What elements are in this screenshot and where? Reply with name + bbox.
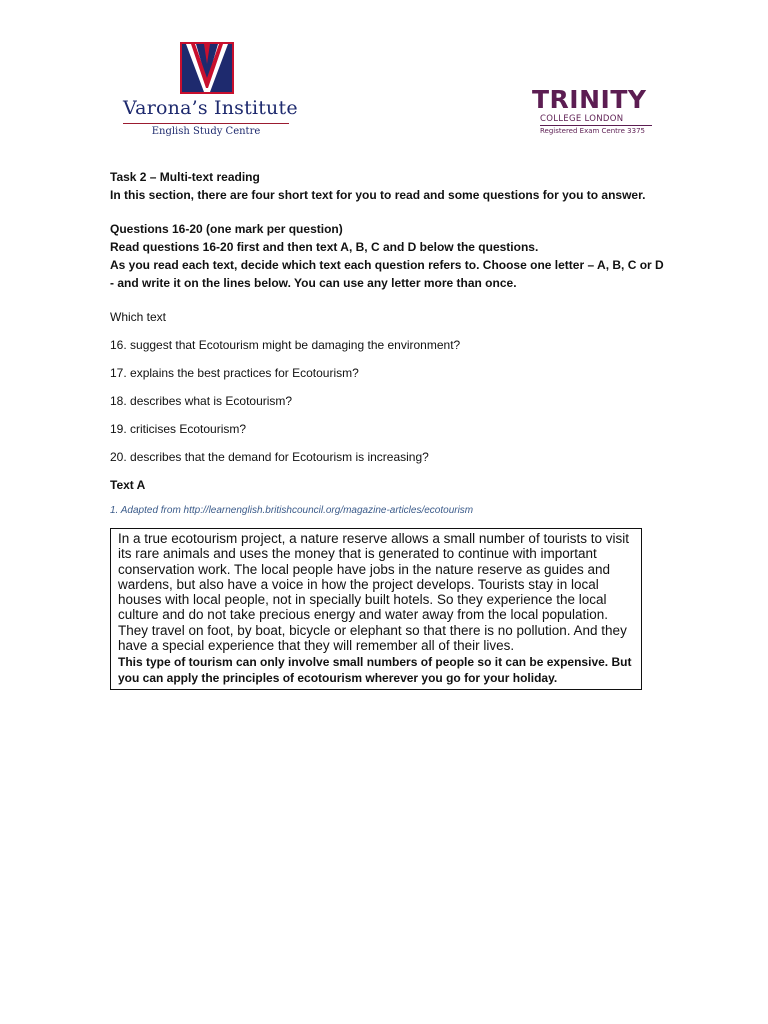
text-a-closing: This type of tourism can only involve small numbers of people so it can be expensive. But you can apply the principles of ecotourism wherever you go for your holiday. xyxy=(118,655,632,686)
text-a-source: 1. Adapted from http://learnenglish.britishcouncil.org/magazine-articles/ecotourism xyxy=(110,505,474,516)
question-item: 17. explains the best practices for Ecotourism? xyxy=(110,366,359,380)
question-item: 19. criticises Ecotourism? xyxy=(110,422,247,436)
questions-title: Questions 16-20 (one mark per question) xyxy=(110,222,343,236)
trinity-college-label: COLLEGE LONDON xyxy=(540,114,624,124)
text-a-body: In a true ecotourism project, a nature reserve allows a small number of tourists to visit its rare animals and uses the money that is generated to continue with important conservation work. The local people have jobs in the nature reserve as guides and wardens, but also have a voice in how the project develops. Tourists stay in local houses with local people, not in specially built hotels. So they experience the local culture and do not take precious energy and water away from the local population. They travel on foot, by boat, bicycle or elephant so that there is no pollution. And they have a special experience that they will remember all of their lives. xyxy=(118,531,629,654)
trinity-wordmark: TRINITY xyxy=(532,85,647,114)
document-body xyxy=(110,168,670,690)
question-item: 18. describes what is Ecotourism? xyxy=(110,394,293,408)
question-item: 20. describes that the demand for Ecotourism is increasing? xyxy=(110,450,429,464)
questions-instruction-1: Read questions 16-20 first and then text A, B, C and D below the questions. xyxy=(110,240,539,254)
trinity-divider xyxy=(540,125,652,126)
trinity-college-logo xyxy=(532,86,654,138)
trinity-centre-label: Registered Exam Centre 3375 xyxy=(540,127,645,135)
task-title: Task 2 – Multi-text reading xyxy=(110,170,260,184)
question-list xyxy=(110,336,670,466)
task-intro: In this section, there are four short text for you to read and some questions for you to answer. xyxy=(110,188,646,202)
varonas-v-mark-icon xyxy=(180,42,234,94)
text-a-heading: Text A xyxy=(110,478,146,492)
institute-divider xyxy=(123,123,289,124)
text-a-passage-box xyxy=(110,528,642,690)
questions-instruction-2: As you read each text, decide which text each question refers to. Choose one letter – A, B, C or D - and write it on the lines below. You can use any letter more than once. xyxy=(110,258,664,290)
institute-subtitle: English Study Centre xyxy=(151,126,261,137)
varonas-institute-logo xyxy=(120,40,298,140)
question-item: 16. suggest that Ecotourism might be damaging the environment? xyxy=(110,338,461,352)
which-text-label: Which text xyxy=(110,310,167,324)
institute-name: Varona’s Institute xyxy=(123,97,298,119)
